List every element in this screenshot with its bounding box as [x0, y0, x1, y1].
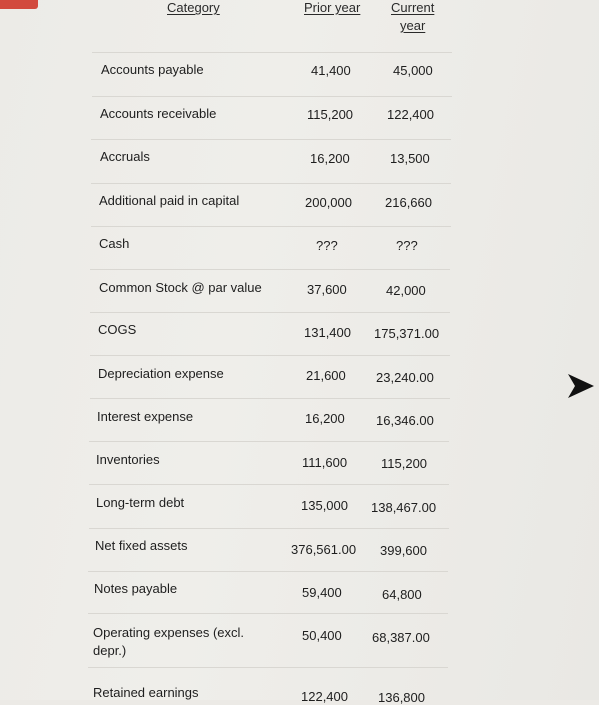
- row-divider: [90, 355, 450, 356]
- category-cell: Notes payable: [94, 581, 178, 596]
- prior-year-cell: 115,200: [307, 107, 354, 122]
- category-cell: Additional paid in capital: [99, 193, 240, 208]
- current-year-cell: 42,000: [386, 283, 426, 298]
- category-cell: Depreciation expense: [98, 366, 224, 381]
- red-corner-tab: [0, 0, 38, 9]
- row-divider: [90, 398, 450, 399]
- current-year-cell: 175,371.00: [374, 326, 440, 341]
- category-cell: Cash: [99, 236, 130, 251]
- row-divider: [92, 96, 452, 97]
- current-year-cell: 136,800: [378, 690, 425, 705]
- header-current-year-line1: Current: [391, 0, 435, 15]
- row-divider: [89, 441, 449, 442]
- prior-year-cell: 135,000: [301, 498, 348, 513]
- row-divider: [88, 571, 448, 572]
- row-divider: [90, 269, 450, 270]
- row-divider: [88, 667, 448, 668]
- category-cell: Inventories: [96, 452, 160, 467]
- row-divider: [91, 226, 451, 227]
- category-cell: Interest expense: [97, 409, 194, 424]
- prior-year-cell: 37,600: [307, 282, 347, 297]
- category-cell: Accounts payable: [101, 62, 204, 77]
- category-cell: Operating expenses (excl. depr.): [93, 625, 245, 658]
- prior-year-cell: 50,400: [302, 628, 342, 643]
- prior-year-cell: 131,400: [304, 325, 351, 340]
- current-year-cell: 68,387.00: [372, 630, 430, 645]
- current-year-cell: 138,467.00: [371, 500, 437, 515]
- row-divider: [90, 312, 450, 313]
- category-cell: Accounts receivable: [100, 106, 217, 121]
- current-year-cell: 13,500: [390, 151, 430, 166]
- current-year-cell: 23,240.00: [376, 370, 434, 385]
- current-year-cell: ???: [396, 238, 418, 253]
- category-cell: COGS: [98, 322, 137, 337]
- current-year-cell: 16,346.00: [376, 413, 434, 428]
- row-divider: [88, 613, 448, 614]
- current-year-cell: 399,600: [380, 543, 427, 558]
- arrow-cursor-icon: [566, 372, 596, 400]
- header-prior-year: Prior year: [304, 0, 361, 15]
- prior-year-cell: 59,400: [302, 585, 342, 600]
- current-year-cell: 115,200: [381, 456, 428, 471]
- row-divider: [91, 183, 451, 184]
- current-year-cell: 216,660: [385, 195, 432, 210]
- row-divider: [92, 52, 452, 53]
- prior-year-cell: 200,000: [305, 195, 352, 210]
- category-cell: Long-term debt: [96, 495, 185, 510]
- category-cell: Accruals: [100, 149, 150, 164]
- header-current-year-line2: year: [400, 18, 426, 33]
- prior-year-cell: 16,200: [305, 411, 345, 426]
- current-year-cell: 122,400: [387, 107, 434, 122]
- header-category: Category: [167, 0, 220, 15]
- row-divider: [89, 484, 449, 485]
- prior-year-cell: 122,400: [301, 689, 348, 704]
- row-divider: [91, 139, 451, 140]
- prior-year-cell: 376,561.00: [291, 542, 357, 557]
- current-year-cell: 45,000: [393, 63, 433, 78]
- row-divider: [89, 528, 449, 529]
- prior-year-cell: ???: [316, 238, 338, 253]
- category-cell: Common Stock @ par value: [99, 280, 262, 295]
- current-year-cell: 64,800: [382, 587, 422, 602]
- category-cell: Retained earnings: [93, 685, 199, 700]
- prior-year-cell: 111,600: [302, 455, 348, 470]
- category-cell: Net fixed assets: [95, 538, 188, 553]
- prior-year-cell: 16,200: [310, 151, 350, 166]
- prior-year-cell: 41,400: [311, 63, 351, 78]
- prior-year-cell: 21,600: [306, 368, 346, 383]
